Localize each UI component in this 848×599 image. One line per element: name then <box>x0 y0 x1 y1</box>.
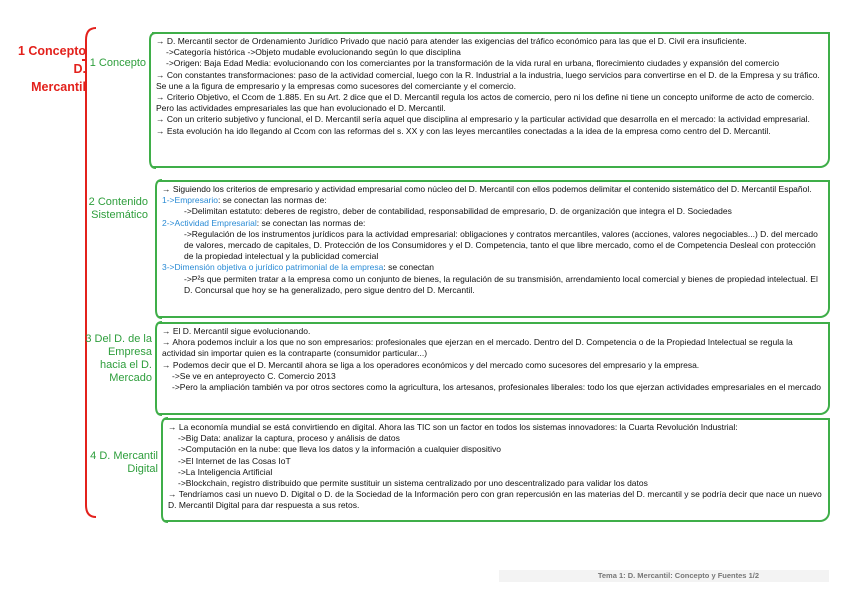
highlight-actividad: 2->Actividad Empresarial: se conectan las normas de: <box>162 217 366 228</box>
digital-line: ->El Internet de las Cosas IoT <box>178 455 291 466</box>
concept-line: → Con un criterio subjetivo y funcional, el D. Mercantil sería aquel que disciplina al empresario y la particular actividad que desarrolla en el mercado: la actividad empresarial. <box>156 114 810 125</box>
concept-line: → Criterio Objetivo, el Ccom de 1.885. En su Art. 2 dice que el D. Mercantil regula los actos de comercio, pero ni los define ni tiene un concepto uniforme de acto de comercio. Pero las actividades empresariales las que han evolucionado el D. Mercantil. <box>156 92 815 114</box>
concept-line: → D. Mercantil sector de Ordenamiento Jurídico Privado que nació para atender las exigencias del tráfico económico para las que el D. Civil era insuficiente. <box>156 36 747 46</box>
highlight-dimension: 3->Dimensión objetiva o jurídico patrimonial de la empresa: se conectan <box>162 262 434 273</box>
content-line: ->Delimitan estatuto: deberes de registro, deber de contabilidad, responsabilidad de empresario, D. de organización que integra el D. Sociedades <box>184 206 732 217</box>
title-line-3: Mercantil <box>31 80 86 94</box>
section-box-concepto <box>152 32 830 168</box>
concept-line: → Con constantes transformaciones: paso de la actividad comercial, luego con la R. Industrial a la industria, luego servicios para convertirse en el D. de la Empresa y su tráfico. Se une a la figura de empresario y la empresas como sucesores del comerciante y el comercio. <box>156 69 820 91</box>
market-line: ->Se ve en anteproyecto C. Comercio 2013 <box>172 370 336 381</box>
content-line-actividad <box>162 218 822 229</box>
page-footer: Tema 1: D. Mercantil: Concepto y Fuentes 1/2 <box>499 570 829 582</box>
market-line: → Ahora podemos incluir a los que no son empresarios: profesionales que ejerzan en el mercado. Dentro del D. Competencia o de la Propiedad Intelectual se regula la actividad sin importar quien es la contraparte (consumidor particular...) <box>162 337 793 359</box>
content-line: ->P²s que permiten tratar a la empresa como un conjunto de bienes, la regulación de su transmisión, arrendamiento local comercial y bienes de propiedad intelectual. El D. Concursal que hoy se ha generalizado, pero sigue dentro del D. Mercantil. <box>184 273 818 295</box>
market-line: → El D. Mercantil sigue evolucionando. <box>162 326 311 336</box>
section-box-digital <box>164 418 830 522</box>
digital-line: → La economía mundial se está convirtiendo en digital. Ahora las TIC son un factor en todos los sistemas innovadores: la Cuarta Revolución Industrial: <box>168 422 738 432</box>
section-label-concepto: 1 Concepto <box>89 57 146 69</box>
content-line: ->Regulación de los instrumentos jurídicos para la actividad empresarial: obligaciones y contratos mercantiles, valores (acciones, valores negociables...) D. del mercado de valores, mercado de capitales, D. Protección de los Consumidores y el D. Competencia, tanto el que libre mercado, como el de Competencia Desleal con protección de la propiedad intelectual y la publicidad comercial <box>184 228 818 262</box>
market-line: → Podemos decir que el D. Mercantil ahora se liga a los operadores económicos y del mercado como sucesores del empresario y la empresa. <box>162 359 700 370</box>
title-line-2: D. <box>73 62 86 76</box>
digital-line: ->Computación en la nube: que lleva los datos y la información a cualquier dispositivo <box>178 444 501 455</box>
main-title <box>14 42 86 96</box>
digital-line: → Tendríamos casi un nuevo D. Digital o D. de la Sociedad de la Información pero con gran repercusión en las materias del D. mercantil y se podría decir que nace un nuevo D. Mercantil Digital para dar respuesta a sus retos. <box>168 489 822 511</box>
section-label-digital: 4 D. Mercantil Digital <box>90 450 158 475</box>
content-line: → Siguiendo los criterios de empresario y actividad empresarial como núcleo del D. Mercantil con ellos podemos delimitar el contenido sistemático del D. Mercantil Español. <box>162 184 812 194</box>
concept-line: ->Origen: Baja Edad Media: evolucionando con los comerciantes por la transformación de la vida rural en urbana, florecimiento ciudades y expansión del comercio <box>166 58 780 69</box>
market-line: ->Pero la ampliación también va por otros sectores como la agricultura, los artesanos, profesionales liberales: todo los que ejerzan actividades empresariales en el mercado <box>172 382 821 393</box>
concept-line: ->Categoría histórica ->Objeto mudable evolucionando según lo que disciplina <box>166 47 461 58</box>
content-line-empresario <box>162 195 822 206</box>
digital-line: ->Blockchain, registro distribuido que permite sustituir un sistema centralizado por uno descentralizado para validar los datos <box>178 478 648 489</box>
section-label-mercado: 3 Del D. de la Empresa hacia el D. Mercado <box>85 333 152 384</box>
section-box-mercado <box>158 322 830 415</box>
section-label-contenido: 2 Contenido Sistemático <box>88 196 148 221</box>
section-box-contenido <box>158 180 830 318</box>
title-line-1: 1 Concepto <box>17 44 86 58</box>
content-line-dimension <box>162 262 822 273</box>
concept-line: → Esta evolución ha ido llegando al Ccom con las reformas del s. XX y con las leyes mercantiles conectadas a la idea de la empresa como centro del D. Mercantil. <box>156 125 771 136</box>
digital-line: ->Big Data: analizar la captura, proceso y análisis de datos <box>178 433 400 444</box>
digital-line: ->La Inteligencia Artificial <box>178 466 273 477</box>
highlight-empresario: 1->Empresario: se conectan las normas de: <box>162 195 327 206</box>
